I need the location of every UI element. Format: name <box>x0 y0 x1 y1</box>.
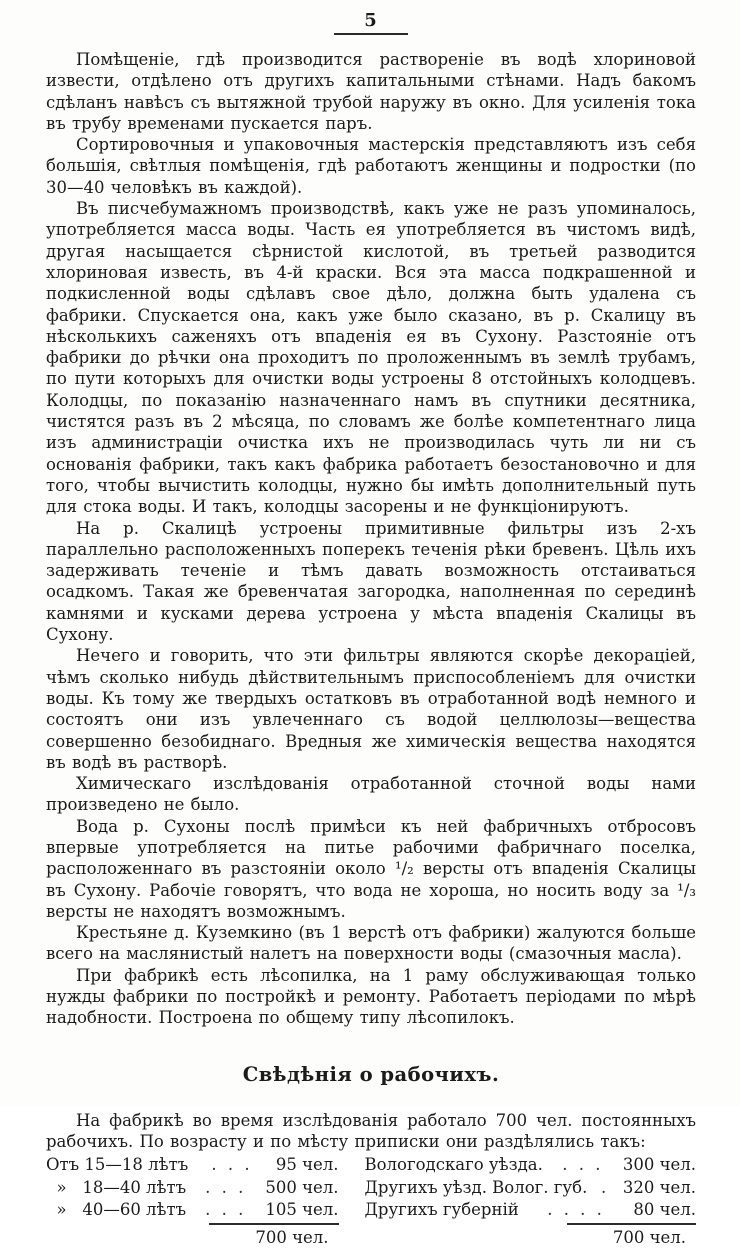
origin-count-value: 300 чел. <box>622 1155 696 1175</box>
paragraph-8: Крестьяне д. Куземкино (въ 1 верстѣ отъ фабрики) жалуются больше всего на маслянистый налетъ на поверхности воды (смазочныя масла). <box>46 923 696 964</box>
age-count-value: 105 чел. <box>265 1200 339 1220</box>
dot-leader: . . . . <box>547 1200 605 1220</box>
dot-leader: . . . <box>205 1200 247 1220</box>
age-range-label: Отъ 15—18 лѣтъ <box>46 1155 189 1175</box>
section-heading: Свѣдѣнія о рабочихъ. <box>242 1062 500 1086</box>
paragraph-5: Нечего и говорить, что эти фильтры являются скорѣе декораціей, чѣмъ сколько нибудь дѣйствительнымъ приспособленіемъ для очистки воды. Къ тому же твердыхъ остатковъ въ отработанной водѣ немного и состоятъ они изъ увлеченнаго съ водой целлюлозы—вещества совершенно безобиднаго. Вредныя же химическія вещества находятся въ водѣ въ растворѣ. <box>46 646 696 772</box>
paragraph-7: Вода р. Сухоны послѣ примѣси къ ней фабричныхъ отбросовъ впервые употребляется на питье рабочими фабричнаго поселка, расположеннаго въ разстояніи около ¹/₂ версты отъ впаденія Скалицы въ Сухону. Рабочіе говорятъ, что вода не хороша, но носить воду за ¹/₃ версты не находятъ возможнымъ. <box>46 816 696 921</box>
paragraph-9: При фабрикѣ есть лѣсопилка, на 1 раму обслуживающая только нужды фабрики по постройкѣ и ремонту. Работаетъ періодами по мѣрѣ надобности. Построена по общему типу лѣсопилокъ. <box>46 965 696 1028</box>
paragraph-2: Сортировочныя и упаковочныя мастерскія представляютъ изъ себя большія, свѣтлыя помѣщенія, гдѣ работаютъ женщины и подростки (по 30—40 человѣкъ въ каждой). <box>46 135 696 197</box>
table-total-row <box>46 1223 339 1249</box>
origin-label: Другихъ губерній <box>364 1200 519 1220</box>
origin-label: Вологодскаго уѣзда. <box>364 1155 543 1175</box>
page-number-rule <box>334 33 408 35</box>
table-row <box>365 1177 697 1200</box>
table-row <box>46 1154 339 1177</box>
dot-leader: . . . <box>211 1155 253 1175</box>
page-number: 5 <box>364 10 378 31</box>
paragraph-4: На р. Скалицѣ устроены примитивные фильтры изъ 2-хъ параллельно расположенныхъ поперекъ теченія рѣки бревенъ. Цѣль ихъ задерживать теченіе и тѣмъ давать возможность отстаиваться осадкомъ. Такая же бревенчатая загородка, наполненная по серединѣ камнями и кусками дерева устроена у мѣста впаденія Скалицы въ Сухону. <box>46 518 696 645</box>
age-count-value: 95 чел. <box>275 1155 339 1175</box>
table-total-row <box>365 1223 697 1249</box>
age-range-label: » 40—60 лѣтъ <box>46 1200 187 1220</box>
dot-leader: . . . <box>205 1177 247 1197</box>
age-count-value: 500 чел. <box>265 1177 339 1197</box>
paragraph-6: Химическаго изслѣдованія отработанной сточной воды нами произведено не было. <box>46 774 696 815</box>
origin-count-value: 320 чел. <box>622 1177 696 1197</box>
workers-intro: На фабрикѣ во время изслѣдованія работало 700 чел. постоянныхъ рабочихъ. По возрасту и по мѣсту приписки они раздѣлялись такъ: <box>46 1110 696 1151</box>
workers-table <box>46 1154 696 1249</box>
table-row <box>365 1199 697 1222</box>
workers-table-by-origin <box>339 1154 697 1249</box>
origin-label: Другихъ уѣзд. Волог. губ. <box>364 1177 588 1197</box>
table-row <box>46 1177 339 1200</box>
page-body <box>46 49 696 1249</box>
table-row <box>365 1154 697 1177</box>
page-header <box>46 10 696 35</box>
origin-total-value: 700 чел. <box>567 1223 696 1249</box>
workers-table-by-age <box>46 1154 339 1249</box>
origin-count-value: 80 чел. <box>633 1200 696 1220</box>
age-total-value: 700 чел. <box>209 1223 338 1249</box>
dot-leader: . . . <box>562 1155 604 1175</box>
age-range-label: » 18—40 лѣтъ <box>46 1177 187 1197</box>
table-row <box>46 1199 339 1222</box>
paragraph-1: Помѣщеніе, гдѣ производится раствореніе въ водѣ хлориновой извести, отдѣлено отъ другихъ капитальными стѣнами. Надъ бакомъ сдѣланъ навѣсъ съ вытяжной трубой наружу въ окно. Для усиленія тока въ трубу временами пускается паръ. <box>46 50 696 133</box>
paragraph-3: Въ писчебумажномъ производствѣ, какъ уже не разъ упоминалось, употребляется масса воды. Часть ея употребляется въ чистомъ видѣ, другая насыщается сѣрнистой кислотой, въ третьей разводится хлориновая известь, въ 4-й краски. Вся эта масса подкрашенной и подкисленной воды сдѣлавъ свое дѣло, должна быть удалена съ фабрики. Спускается она, какъ уже было сказано, въ р. Скалицу въ нѣсколькихъ саженяхъ отъ впаденія ея въ Сухону. Разстояніе отъ фабрики до рѣчки она проходитъ по проложеннымъ въ землѣ трубамъ, по пути которыхъ для очистки воды устроены 8 отстойныхъ колодцевъ. Колодцы, по показанію назначеннаго намъ въ спутники десятника, чистятся разъ въ 2 мѣсяца, по словамъ же болѣе компетентнаго лица изъ администраціи очистка ихъ не производилась чуть ли ни съ основанія фабрики, такъ какъ фабрика работаетъ безостановочно и для того, чтобы вычистить колодцы, нужно бы имѣть дополнительный путь для стока воды. И такъ, колодцы засорены и не функціонируютъ. <box>46 199 696 517</box>
dot-leader: . <box>600 1177 610 1197</box>
